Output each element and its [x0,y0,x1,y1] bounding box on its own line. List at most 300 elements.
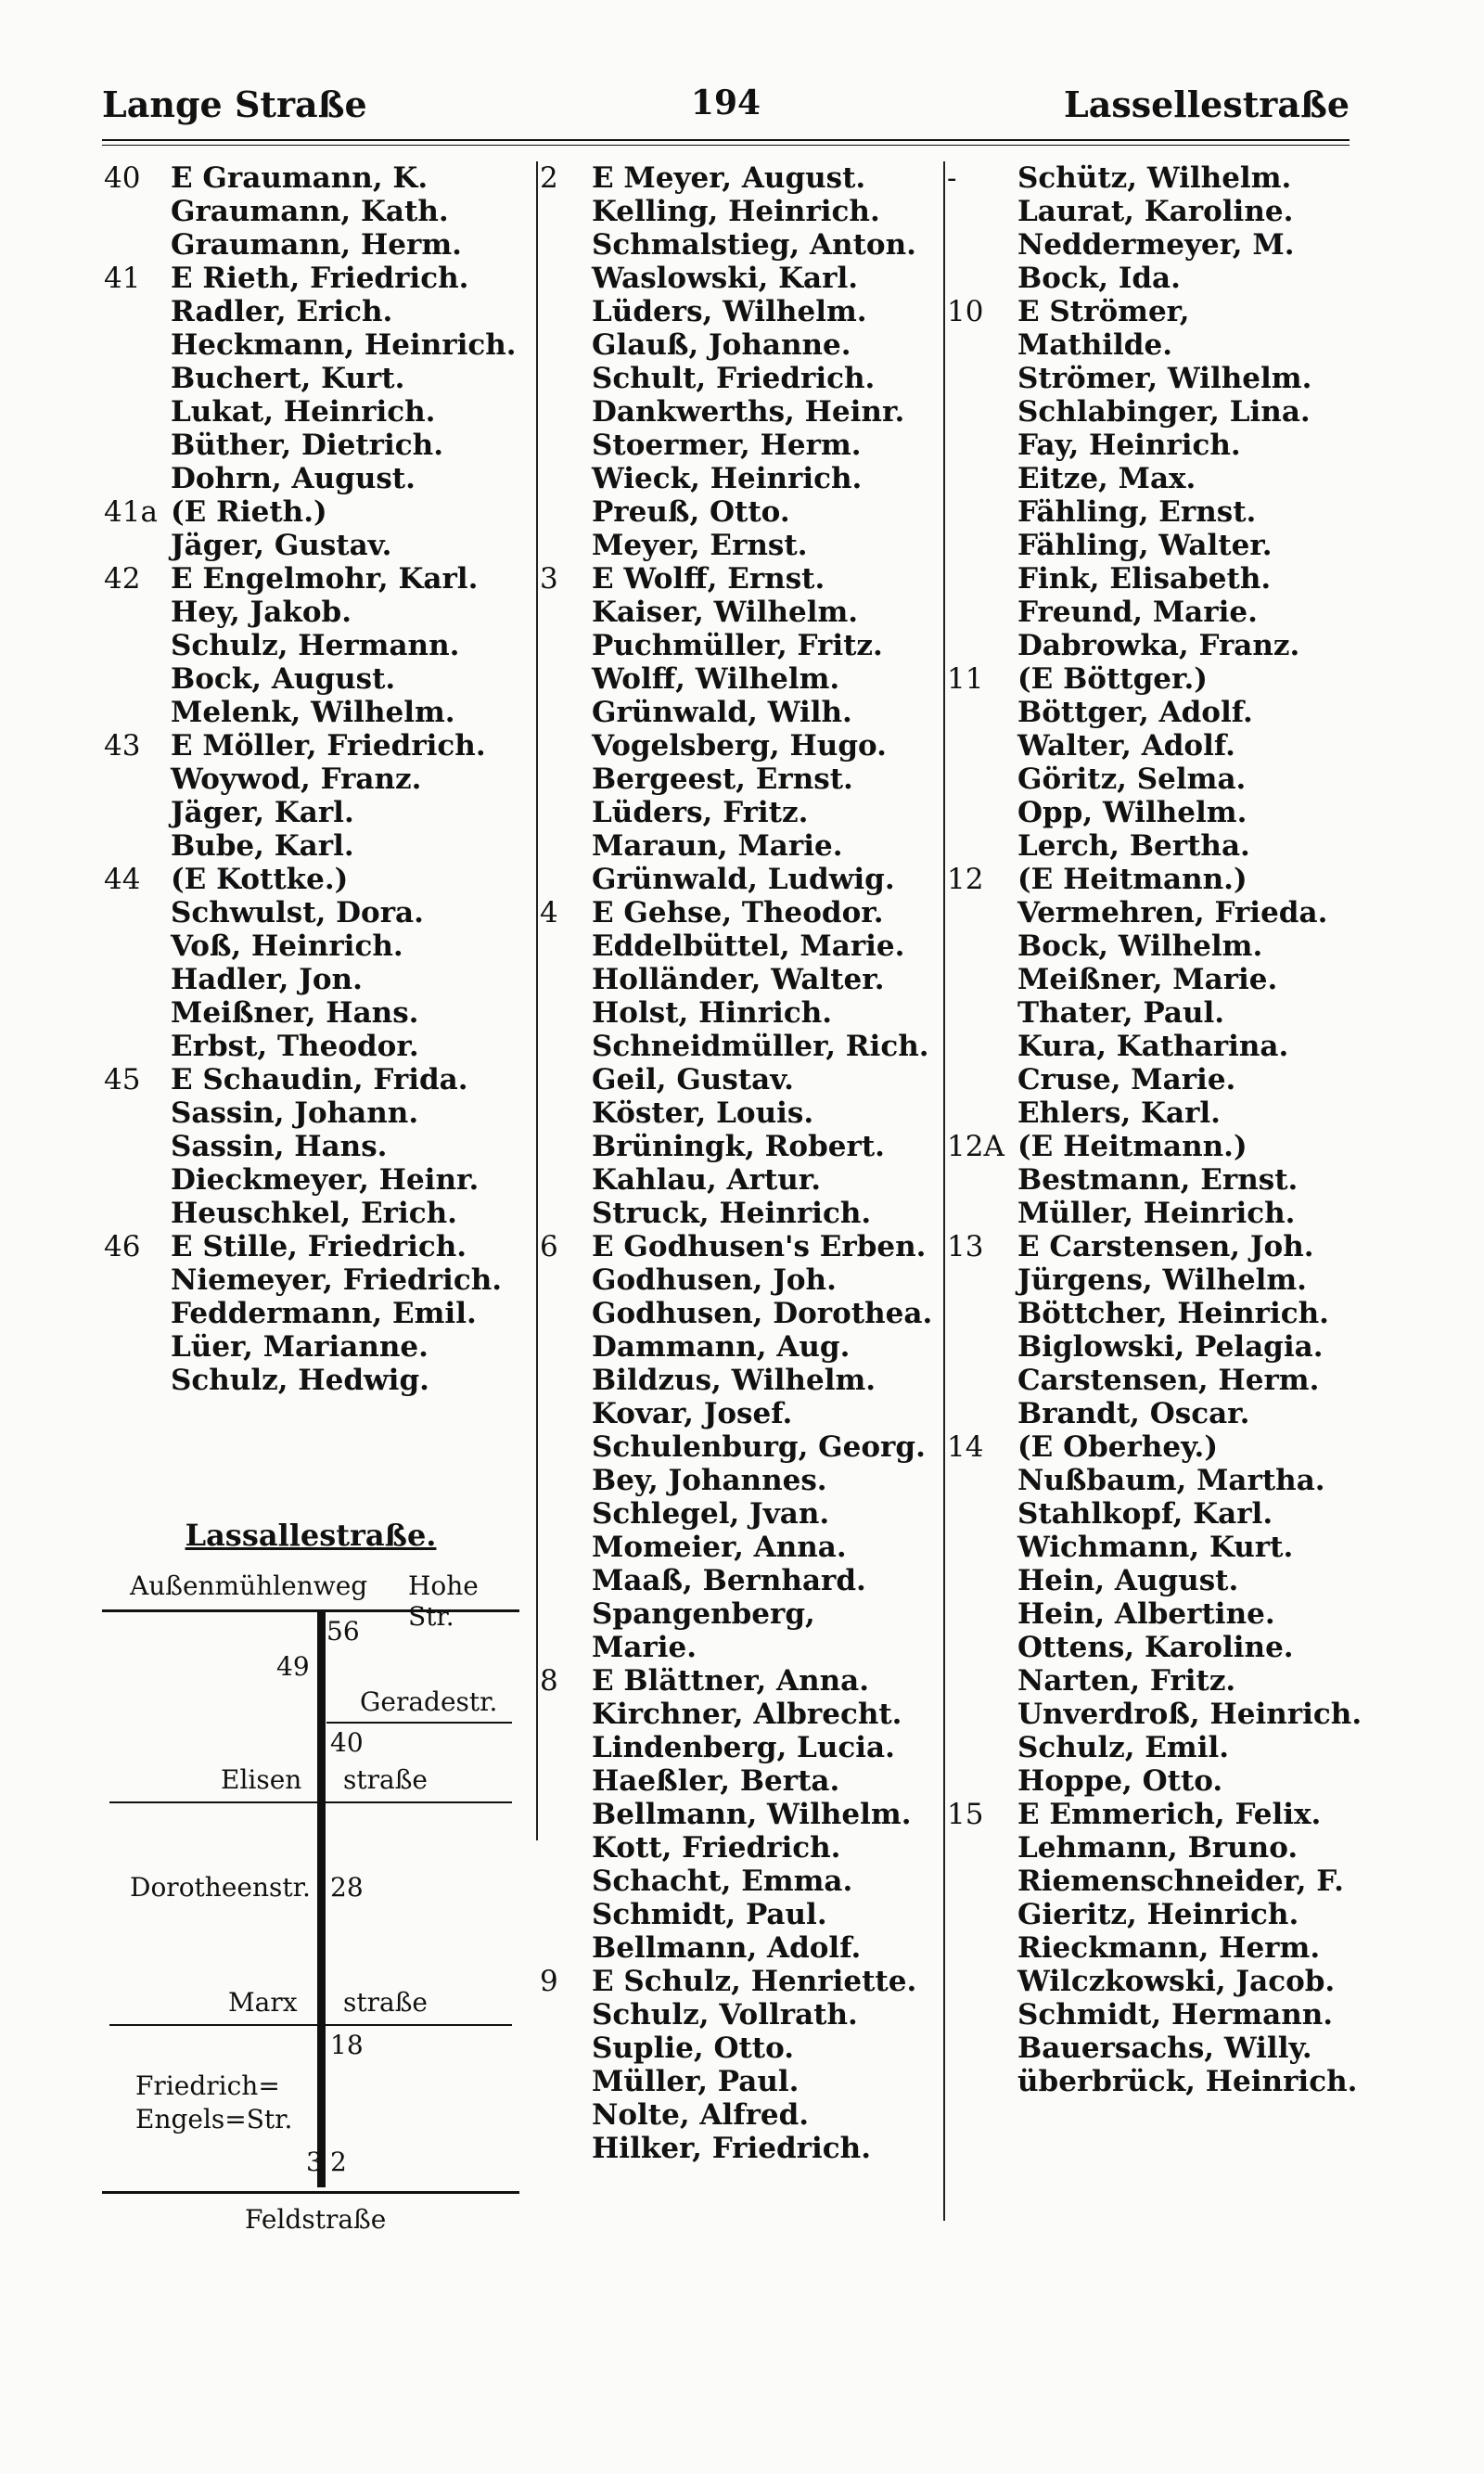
house-number-56: 56 [326,1616,360,1647]
directory-entry [540,1898,940,1931]
house-number: 9 [540,1965,558,1998]
resident-name: Schwulst, Dora. [171,896,424,929]
resident-name: E Strömer, [1017,295,1190,328]
resident-name: Schulz, Hermann. [171,629,460,662]
directory-entry [540,1197,940,1230]
directory-entry [104,696,531,729]
directory-entry [540,2132,940,2165]
resident-name: Jäger, Gustav. [171,529,392,562]
resident-name: Ottens, Karoline. [1017,1631,1294,1664]
directory-entry [947,1130,1355,1163]
resident-name: Glauß, Johanne. [592,328,851,362]
resident-name: Lerch, Bertha. [1017,829,1250,863]
resident-name: Gieritz, Heinrich. [1017,1898,1299,1931]
resident-name: Suplie, Otto. [592,2032,795,2065]
resident-name: E Wolff, Ernst. [592,562,825,596]
directory-entry [947,796,1355,829]
directory-entry [540,1731,940,1764]
directory-entry [104,1163,531,1197]
resident-name: (E Heitmann.) [1017,1130,1247,1163]
directory-entry [947,1030,1355,1063]
directory-entry [540,1664,940,1698]
resident-name: Schütz, Wilhelm. [1017,161,1292,195]
house-number-18: 18 [330,2030,364,2060]
directory-entry [104,462,531,495]
street-label-feldstrasse: Feldstraße [245,2204,387,2235]
resident-name: Eddelbüttel, Marie. [592,929,905,963]
street-map-road [317,1612,326,2187]
resident-name: Kott, Friedrich. [592,1831,841,1865]
directory-entry [947,1531,1355,1564]
house-number: 6 [540,1230,558,1263]
street-label-hohe-str: Hohe Str. [408,1570,479,1632]
directory-entry [540,362,940,395]
house-number: 13 [947,1230,984,1263]
directory-entry [540,1163,940,1197]
resident-name: Preuß, Otto. [592,495,790,529]
directory-entry [104,896,531,929]
resident-name: Bube, Karl. [171,829,354,863]
resident-name: Hoppe, Otto. [1017,1764,1223,1798]
directory-entry [540,662,940,696]
resident-name: Heuschkel, Erich. [171,1197,457,1230]
resident-name: Vermehren, Frieda. [1017,896,1328,929]
directory-entry [540,1364,940,1397]
directory-entry [947,1430,1355,1464]
resident-name: Narten, Fritz. [1017,1664,1236,1698]
resident-name: Schulz, Vollrath. [592,1998,858,2032]
cross-street-line-geradestr [326,1722,512,1724]
resident-name: Niemeyer, Friedrich. [171,1263,503,1297]
column-2 [540,161,940,2165]
resident-name: Momeier, Anna. [592,1531,847,1564]
resident-name: E Godhusen's Erben. [592,1230,927,1263]
directory-entry [104,929,531,963]
resident-name: Fay, Heinrich. [1017,429,1241,462]
resident-name: E Meyer, August. [592,161,866,195]
directory-entry [104,996,531,1030]
directory-entry [540,1230,940,1263]
directory-entry [540,562,940,596]
resident-name: Bellmann, Wilhelm. [592,1798,912,1831]
directory-entry [540,2032,940,2065]
house-number: 41 [104,262,141,295]
resident-name: Schulenburg, Georg. [592,1430,926,1464]
directory-entry [947,228,1355,262]
directory-entry [947,1931,1355,1965]
directory-entry [104,1063,531,1096]
directory-entry [540,429,940,462]
directory-entry [540,1831,940,1865]
directory-entry [104,1230,531,1263]
directory-entry [540,696,940,729]
resident-name: (E Böttger.) [1017,662,1208,696]
resident-name: Holst, Hinrich. [592,996,833,1030]
house-number-49: 49 [276,1651,310,1682]
resident-name: Lehmann, Bruno. [1017,1831,1298,1865]
resident-name: Bestmann, Ernst. [1017,1163,1298,1197]
directory-entry [947,1865,1355,1898]
resident-name: Bildzus, Wilhelm. [592,1364,876,1397]
resident-name: Strömer, Wilhelm. [1017,362,1312,395]
directory-entry [947,662,1355,696]
street-label-elisen: Elisen [221,1764,302,1795]
directory-entry [947,1998,1355,2032]
directory-entry [947,1464,1355,1497]
street-label-strasse-elisen: straße [343,1764,428,1795]
resident-name: Wieck, Heinrich. [592,462,863,495]
resident-name: Graumann, Kath. [171,195,449,228]
resident-name: Nolte, Alfred. [592,2098,810,2132]
directory-entry [947,1798,1355,1831]
resident-name: Waslowski, Karl. [592,262,859,295]
directory-entry [540,1497,940,1531]
directory-entry [947,529,1355,562]
directory-entry [947,829,1355,863]
house-number: 12A [947,1130,1004,1163]
house-number: - [947,161,957,195]
resident-name: Marie. [592,1631,697,1664]
directory-entry [540,929,940,963]
directory-entry [540,1063,940,1096]
resident-name: (E Heitmann.) [1017,863,1247,896]
resident-name: Wichmann, Kurt. [1017,1531,1294,1564]
resident-name: Erbst, Theodor. [171,1030,419,1063]
resident-name: E Schaudin, Frida. [171,1063,468,1096]
resident-name: Lüders, Fritz. [592,796,809,829]
resident-name: Unverdroß, Heinrich. [1017,1698,1362,1731]
resident-name: Brüningk, Robert. [592,1130,885,1163]
directory-entry [947,696,1355,729]
resident-name: Jäger, Karl. [171,796,354,829]
directory-entry [947,262,1355,295]
directory-entry [540,1464,940,1497]
directory-entry [104,963,531,996]
directory-entry [947,1597,1355,1631]
resident-name: Schmidt, Paul. [592,1898,827,1931]
house-number: 42 [104,562,141,596]
directory-entry [104,328,531,362]
directory-entry [540,1564,940,1597]
resident-name: Kahlau, Artur. [592,1163,822,1197]
resident-name: Maraun, Marie. [592,829,843,863]
resident-name: Müller, Paul. [592,2065,800,2098]
resident-name: E Engelmohr, Karl. [171,562,479,596]
directory-entry [540,1330,940,1364]
resident-name: Stahlkopf, Karl. [1017,1497,1273,1531]
directory-entry [540,1631,940,1664]
resident-name: Geil, Gustav. [592,1063,794,1096]
resident-name: Böttger, Adolf. [1017,696,1253,729]
directory-entry [947,1564,1355,1597]
resident-name: Ehlers, Karl. [1017,1096,1221,1130]
directory-entry [947,195,1355,228]
resident-name: Voß, Heinrich. [171,929,403,963]
resident-name: Sassin, Johann. [171,1096,419,1130]
directory-entry [947,896,1355,929]
directory-entry [947,1664,1355,1698]
resident-name: Hey, Jakob. [171,596,352,629]
resident-name: Jürgens, Wilhelm. [1017,1263,1307,1297]
resident-name: E Emmerich, Felix. [1017,1798,1322,1831]
directory-entry [104,562,531,596]
directory-entry [104,1030,531,1063]
directory-entry [947,1898,1355,1931]
resident-name: Haeßler, Berta. [592,1764,840,1798]
directory-entry [540,262,940,295]
directory-entry [947,295,1355,328]
resident-name: Schlegel, Jvan. [592,1497,830,1531]
directory-entry [947,1063,1355,1096]
house-number: 43 [104,729,141,763]
directory-entry [947,161,1355,195]
street-map-top-line [102,1609,519,1612]
resident-name: Schmidt, Hermann. [1017,1998,1334,2032]
directory-entry [947,1497,1355,1531]
resident-name: (E Kottke.) [171,863,349,896]
directory-entry [947,1163,1355,1197]
directory-entry [947,629,1355,662]
directory-entry [104,262,531,295]
directory-entry [947,462,1355,495]
resident-name: E Blättner, Anna. [592,1664,870,1698]
directory-entry [947,1330,1355,1364]
resident-name: Thater, Paul. [1017,996,1225,1030]
house-number: 40 [104,161,141,195]
resident-name: Woywod, Franz. [171,763,422,796]
directory-entry [947,1364,1355,1397]
resident-name: Kelling, Heinrich. [592,195,880,228]
directory-entry [104,1130,531,1163]
directory-entry [104,161,531,195]
directory-entry [104,662,531,696]
resident-name: Wolff, Wilhelm. [592,662,840,696]
resident-name: Fähling, Ernst. [1017,495,1257,529]
directory-entry [540,1130,940,1163]
resident-name: Rieckmann, Herm. [1017,1931,1321,1965]
directory-entry [540,996,940,1030]
house-number: 14 [947,1430,984,1464]
resident-name: Bock, August. [171,662,396,696]
resident-name: Lüders, Wilhelm. [592,295,867,328]
directory-entry [947,929,1355,963]
directory-entry [540,1263,940,1297]
resident-name: Hein, August. [1017,1564,1239,1597]
directory-entry [104,362,531,395]
directory-entry [540,1798,940,1831]
resident-name: Kura, Katharina. [1017,1030,1289,1063]
directory-entry [947,1764,1355,1798]
column-1 [104,161,531,1397]
directory-entry [540,896,940,929]
resident-name: Hadler, Jon. [171,963,363,996]
resident-name: Walter, Adolf. [1017,729,1235,763]
directory-entry [104,1330,531,1364]
resident-name: Kovar, Josef. [592,1397,793,1430]
resident-name: Meyer, Ernst. [592,529,808,562]
resident-name: Eitze, Max. [1017,462,1196,495]
directory-entry [104,629,531,662]
resident-name: Dabrowka, Franz. [1017,629,1300,662]
resident-name: Bock, Wilhelm. [1017,929,1263,963]
resident-name: Opp, Wilhelm. [1017,796,1247,829]
resident-name: Stoermer, Herm. [592,429,862,462]
directory-entry [104,1096,531,1130]
directory-entry [947,328,1355,362]
resident-name: Mathilde. [1017,328,1173,362]
directory-entry [947,1831,1355,1865]
resident-name: Dohrn, August. [171,462,416,495]
resident-name: Melenk, Wilhelm. [171,696,455,729]
resident-name: Godhusen, Dorothea. [592,1297,933,1330]
directory-entry [540,1865,940,1898]
directory-entry [947,395,1355,429]
directory-entry [540,863,940,896]
directory-entry [947,1297,1355,1330]
resident-name: E Stille, Friedrich. [171,1230,467,1263]
directory-entry [540,1998,940,2032]
directory-entry [540,1430,940,1464]
directory-entry [540,629,940,662]
directory-entry [540,1698,940,1731]
resident-name: Bauersachs, Willy. [1017,2032,1312,2065]
directory-entry [540,829,940,863]
resident-name: Bey, Johannes. [592,1464,827,1497]
directory-entry [540,1531,940,1564]
directory-entry [947,362,1355,395]
house-number: 41a [104,495,158,529]
page-number: 194 [690,83,761,122]
resident-name: E Schulz, Henriette. [592,1965,917,1998]
resident-name: Meißner, Marie. [1017,963,1278,996]
house-number: 12 [947,863,984,896]
resident-name: E Carstensen, Joh. [1017,1230,1314,1263]
resident-name: Carstensen, Herm. [1017,1364,1320,1397]
street-label-engels-str: Engels=Str. [135,2104,293,2134]
directory-entry [540,1096,940,1130]
street-label-aussenmuehlenweg: Außenmühlenweg [130,1570,368,1601]
resident-name: Neddermeyer, M. [1017,228,1295,262]
directory-entry [947,2032,1355,2065]
cross-street-line-elisenstrasse [109,1801,512,1803]
directory-entry [540,2098,940,2132]
resident-name: Puchmüller, Fritz. [592,629,883,662]
house-number: 11 [947,662,984,696]
directory-entry [540,495,940,529]
resident-name: (E Rieth.) [171,495,327,529]
house-number: 2 [540,161,558,195]
resident-name: Riemenschneider, F. [1017,1865,1344,1898]
house-number: 3 [540,562,558,596]
directory-entry [947,2065,1358,2098]
resident-name: Feddermann, Emil. [171,1297,477,1330]
resident-name: Böttcher, Heinrich. [1017,1297,1329,1330]
street-map-title: Lassallestraße. [185,1518,437,1553]
resident-name: Maaß, Bernhard. [592,1564,866,1597]
resident-name: Lüer, Marianne. [171,1330,429,1364]
directory-entry [104,596,531,629]
resident-name: Hein, Albertine. [1017,1597,1275,1631]
resident-name: Schlabinger, Lina. [1017,395,1311,429]
resident-name: Freund, Marie. [1017,596,1258,629]
resident-name: Müller, Heinrich. [1017,1197,1296,1230]
directory-entry [947,495,1355,529]
directory-entry [540,228,940,262]
resident-name: Bergeest, Ernst. [592,763,853,796]
header-right-street: Lassellestraße [1064,83,1350,125]
resident-name: Biglowski, Pelagia. [1017,1330,1324,1364]
directory-entry [947,1096,1355,1130]
directory-entry [540,328,940,362]
directory-entry [947,1263,1355,1297]
directory-entry [947,996,1355,1030]
resident-name: Radler, Erich. [171,295,393,328]
header-rule-thin [102,145,1350,146]
directory-entry [540,1931,940,1965]
house-number: 15 [947,1798,984,1831]
street-label-dorotheenstr: Dorotheenstr. [130,1872,311,1903]
column-divider-1 [536,161,538,1840]
resident-name: Bock, Ida. [1017,262,1181,295]
house-number: 46 [104,1230,141,1263]
street-label-friedrich: Friedrich= [135,2070,280,2101]
directory-entry [540,1764,940,1798]
directory-entry [947,1397,1355,1430]
directory-entry [104,395,531,429]
directory-entry [540,763,940,796]
street-map-bottom-line [102,2191,519,2194]
house-number: 4 [540,896,558,929]
resident-name: E Rieth, Friedrich. [171,262,469,295]
resident-name: Bellmann, Adolf. [592,1931,862,1965]
street-label-marx: Marx [228,1987,298,2018]
directory-entry [104,228,531,262]
resident-name: Grünwald, Wilh. [592,696,852,729]
directory-entry [947,596,1355,629]
house-number: 44 [104,863,141,896]
resident-name: Sassin, Hans. [171,1130,388,1163]
resident-name: Kirchner, Albrecht. [592,1698,902,1731]
resident-name: Grünwald, Ludwig. [592,863,895,896]
resident-name: Kaiser, Wilhelm. [592,596,859,629]
header-left-street: Lange Straße [102,83,367,125]
directory-entry [540,963,940,996]
directory-entry [104,863,531,896]
resident-name: überbrück, Heinrich. [1017,2065,1358,2098]
street-label-strasse-marx: straße [343,1987,428,2018]
resident-name: Cruse, Marie. [1017,1063,1236,1096]
resident-name: Graumann, Herm. [171,228,462,262]
resident-name: Buchert, Kurt. [171,362,405,395]
resident-name: Hilker, Friedrich. [592,2132,871,2165]
resident-name: Schmalstieg, Anton. [592,228,916,262]
directory-entry [947,763,1355,796]
directory-entry [540,395,940,429]
directory-entry [947,1965,1355,1998]
directory-entry [104,295,531,328]
directory-entry [540,161,940,195]
directory-entry [947,1698,1362,1731]
resident-name: Godhusen, Joh. [592,1263,837,1297]
resident-name: Schulz, Emil. [1017,1731,1230,1764]
resident-name: Dieckmeyer, Heinr. [171,1163,480,1197]
directory-entry [104,763,531,796]
directory-entry [947,729,1355,763]
resident-name: Schneidmüller, Rich. [592,1030,929,1063]
directory-entry [540,1297,940,1330]
directory-entry [947,429,1355,462]
header-rule [102,139,1350,141]
